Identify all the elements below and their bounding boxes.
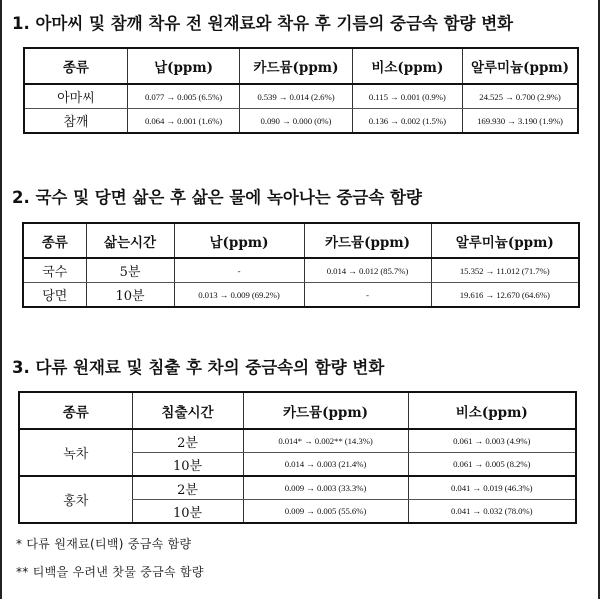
- table-header-row: [23, 223, 579, 258]
- table-cell: 0.061 → 0.005 (8.2%): [408, 453, 576, 477]
- col-header: 카드뮴(ppm): [304, 223, 431, 258]
- table-header-row: [19, 392, 576, 429]
- col-header: 카드뮴(ppm): [240, 48, 352, 84]
- table-cell: 0.061 → 0.003 (4.9%): [408, 429, 576, 453]
- col-header: 삶는시간: [86, 223, 174, 258]
- section1-table: [23, 47, 579, 134]
- table-cell: 10분: [86, 283, 174, 308]
- table-cell: 169.930 → 3.190 (1.9%): [463, 109, 578, 134]
- col-header: 종류: [24, 48, 127, 84]
- col-header: 종류: [19, 392, 132, 429]
- table-cell: 19.616 → 12.670 (64.6%): [431, 283, 579, 308]
- col-header: 납(ppm): [174, 223, 304, 258]
- section2-table: [22, 222, 580, 308]
- col-header: 비소(ppm): [352, 48, 462, 84]
- table-row: [24, 109, 578, 134]
- row-label: 참깨: [63, 115, 89, 130]
- table-cell: 0.041 → 0.032 (78.0%): [408, 500, 576, 524]
- table-cell: 0.064 → 0.001 (1.6%): [127, 109, 239, 134]
- section3-table: [18, 391, 577, 524]
- table-cell: 0.539 → 0.014 (2.6%): [240, 84, 352, 109]
- section3-title: 3. 다류 원재료 및 침출 후 차의 중금속의 함량 변화: [12, 358, 385, 377]
- page-border-left: [0, 0, 2, 599]
- row-label: 당면: [42, 289, 68, 304]
- table-row: [19, 476, 576, 500]
- col-header: 침출시간: [132, 392, 243, 429]
- table-row: [19, 429, 576, 453]
- table-cell: 0.090 → 0.000 (0%): [240, 109, 352, 134]
- table-cell: 2분: [132, 429, 243, 453]
- table-row: [24, 84, 578, 109]
- table-cell: 0.136 → 0.002 (1.5%): [352, 109, 462, 134]
- table-cell: 0.041 → 0.019 (46.3%): [408, 476, 576, 500]
- table-cell: 10분: [132, 500, 243, 524]
- col-header: 카드뮴(ppm): [243, 392, 408, 429]
- table-cell: 15.352 → 11.012 (71.7%): [431, 258, 579, 283]
- table-cell: 0.014* → 0.002** (14.3%): [243, 429, 408, 453]
- row-label: 아마씨: [24, 84, 127, 109]
- col-header: 알루미늄(ppm): [463, 48, 578, 84]
- group-label: 녹차: [19, 429, 132, 476]
- table-cell: -: [174, 258, 304, 283]
- col-header: 알루미늄(ppm): [431, 223, 579, 258]
- table-cell: 0.009 → 0.005 (55.6%): [243, 500, 408, 524]
- col-header: 비소(ppm): [408, 392, 576, 429]
- section2-title: 2. 국수 및 당면 삶은 후 삶은 물에 녹아나는 중금속 함량: [12, 188, 422, 207]
- footnote-2: ** 티백을 우려낸 찻물 중금속 함량: [16, 565, 204, 579]
- table-cell: -: [304, 283, 431, 308]
- table-cell: 10분: [132, 453, 243, 477]
- table-cell: 0.077 → 0.005 (6.5%): [127, 84, 239, 109]
- table-cell: 0.013 → 0.009 (69.2%): [174, 283, 304, 308]
- table-cell: 5분: [86, 258, 174, 283]
- table-cell: 0.009 → 0.003 (33.3%): [243, 476, 408, 500]
- table-cell: 0.014 → 0.003 (21.4%): [243, 453, 408, 477]
- section1-title: 1. 아마씨 및 참깨 착유 전 원재료와 착유 후 기름의 중금속 함량 변화: [12, 14, 514, 33]
- table-cell: 0.014 → 0.012 (85.7%): [304, 258, 431, 283]
- table-header-row: [24, 48, 578, 84]
- group-label: 홍차: [19, 476, 132, 523]
- col-header: 종류: [23, 223, 86, 258]
- row-label: 국수: [23, 258, 86, 283]
- table-row: [23, 283, 579, 308]
- table-row: [23, 258, 579, 283]
- footnote-1: * 다류 원재료(티백) 중금속 함량: [16, 537, 192, 551]
- table-cell: 0.115 → 0.001 (0.9%): [352, 84, 462, 109]
- table-cell: 2분: [132, 476, 243, 500]
- table-cell: 24.525 → 0.700 (2.9%): [463, 84, 578, 109]
- col-header: 납(ppm): [127, 48, 239, 84]
